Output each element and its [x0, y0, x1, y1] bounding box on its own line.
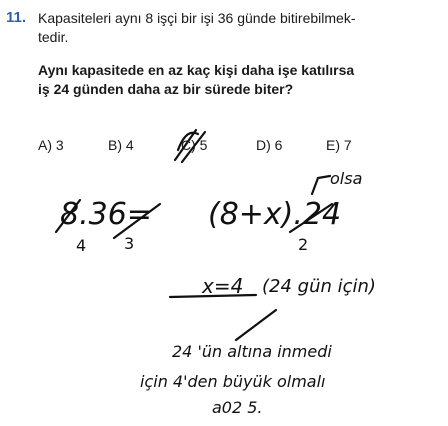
result-note: (24 gün için): [262, 276, 376, 297]
note-line-2: için 4'den büyük olmalı: [140, 372, 326, 391]
equation-lhs: 8.36=: [60, 197, 152, 232]
option-e[interactable]: E) 7: [326, 137, 352, 153]
option-a[interactable]: A) 3: [38, 137, 64, 153]
note-line-1: 24 'ün altına inmedi: [172, 342, 332, 361]
small-3: 3: [124, 234, 135, 253]
olsa-arrow: [312, 176, 330, 194]
olsa-text: olsa: [330, 169, 363, 188]
result: x=4: [202, 274, 244, 298]
ask-line-1: Aynı kapasitede en az kaç kişi daha işe katılırsa: [38, 62, 355, 78]
small-2: 2: [298, 235, 309, 254]
question-number: 11.: [6, 9, 27, 26]
stem-line-1: Kapasiteleri aynı 8 işçi bir işi 36 günde bitirebilmek-: [38, 10, 356, 26]
equation-rhs: (8+x).24: [208, 197, 342, 232]
note-arrow: [236, 310, 276, 340]
option-b[interactable]: B) 4: [108, 137, 134, 153]
ask-line-2: iş 24 günden daha az bir sürede biter?: [38, 81, 294, 97]
note-line-3: a02 5.: [212, 398, 263, 417]
stem-line-2: tedir.: [38, 29, 69, 45]
option-c[interactable]: C) 5: [181, 137, 208, 153]
option-d[interactable]: D) 6: [256, 137, 283, 153]
small-4: 4: [76, 236, 87, 255]
